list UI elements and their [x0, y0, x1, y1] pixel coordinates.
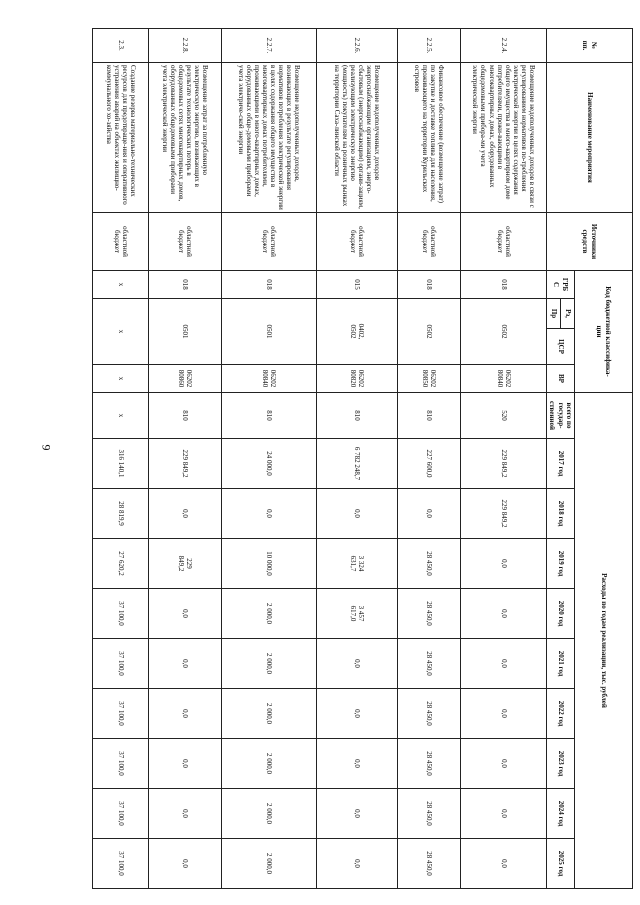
row-year-value: 0,0: [397, 489, 460, 539]
row-year-value: 28 450,0: [397, 739, 460, 789]
row-year-value: 0,0: [149, 839, 221, 889]
row-grbs: 015: [316, 271, 397, 299]
row-year-value: 28 450,0: [397, 639, 460, 689]
row-year-value: 2 000,0: [221, 589, 316, 639]
row-source: областной бюджет: [93, 213, 150, 271]
row-source: областной бюджет: [316, 213, 397, 271]
header-year: 2021 год: [547, 639, 575, 689]
header-total: всего по государ- ственной: [547, 393, 575, 439]
row-year-value: 2 000,0: [221, 689, 316, 739]
header-year: 2022 год: [547, 689, 575, 739]
row-source: областной бюджет: [397, 213, 460, 271]
row-name: Создание резерва материально-технических ресурсов для предотвраще-ния и оперативного устранения аварий на объектах жилищно-коммунального хо-зяйства: [93, 63, 150, 213]
row-year-value: 0,0: [316, 789, 397, 839]
row-grbs: x: [93, 271, 150, 299]
header-year: 2025 год: [547, 839, 575, 889]
row-grbs: 018: [397, 271, 460, 299]
row-year-value: 0,0: [316, 489, 397, 539]
row-vr: 810: [316, 393, 397, 439]
row-vr: 520: [461, 393, 547, 439]
table-row: [397, 29, 460, 889]
row-rzpr: 0501: [221, 299, 316, 365]
row-total: 24 000,0: [221, 439, 316, 489]
row-total: 6 782 248,7: [316, 439, 397, 489]
header-rz: Рз,: [561, 299, 575, 329]
row-year-value: 0,0: [149, 789, 221, 839]
row-year-value: 28 450,0: [397, 689, 460, 739]
row-year-value: 0,0: [461, 739, 547, 789]
row-rzpr: 0502: [397, 299, 460, 365]
row-total: 229 849,2: [149, 439, 221, 489]
table-wrapper: [92, 28, 633, 888]
row-year-value: 2 000,0: [221, 739, 316, 789]
row-year-value: 37 100,0: [93, 589, 150, 639]
row-year-value: 0,0: [461, 589, 547, 639]
header-expenses: Расходы по годам реализации, тыс. рублей: [575, 393, 633, 889]
row-year-value: 0,0: [316, 839, 397, 889]
row-year-value: 0,0: [149, 589, 221, 639]
header-no: № пп.: [547, 29, 633, 63]
header-budget-code: Код бюджетной классифика- ции: [575, 271, 633, 393]
header-source: Источники средств: [547, 213, 633, 271]
row-total: 227 600,0: [397, 439, 460, 489]
table-row: [149, 29, 221, 889]
row-year-value: 2 000,0: [221, 789, 316, 839]
row-csr: 06202 80850: [397, 365, 460, 393]
header-year: 2018 год: [547, 489, 575, 539]
row-number: 2.2.5.: [397, 29, 460, 63]
row-year-value: 27 620,2: [93, 539, 150, 589]
row-number: 2.2.8.: [149, 29, 221, 63]
row-year-value: 0,0: [461, 689, 547, 739]
row-year-value: 0,0: [316, 739, 397, 789]
row-year-value: 37 100,0: [93, 639, 150, 689]
row-year-value: 229 849,2: [461, 489, 547, 539]
row-year-value: 0,0: [461, 639, 547, 689]
row-year-value: 28 450,0: [397, 839, 460, 889]
row-name: Возмещение затрат за потребленную электрическую энергию, возникающих в результате технологических потерь в общедомовых сетях многоквартирных домов, оборудованных общедомовыми приборами учета электрической энергии: [149, 63, 221, 213]
header-year: 2019 год: [547, 539, 575, 589]
table-body: [93, 29, 547, 889]
row-year-value: 3 324 631,7: [316, 539, 397, 589]
row-csr: 06202 80840: [221, 365, 316, 393]
page-number: 9: [39, 444, 54, 451]
header-grbs: ГРБ С: [547, 271, 575, 299]
row-year-value: 0,0: [149, 639, 221, 689]
row-grbs: 018: [461, 271, 547, 299]
row-year-value: 37 100,0: [93, 839, 150, 889]
row-csr: 06202 80820: [316, 365, 397, 393]
table-row: [461, 29, 547, 889]
table-row: [316, 29, 397, 889]
row-source: областной бюджет: [221, 213, 316, 271]
row-year-value: 2 000,0: [221, 639, 316, 689]
row-grbs: 018: [149, 271, 221, 299]
header-year: 2017 год: [547, 439, 575, 489]
header-year: 2020 год: [547, 589, 575, 639]
row-year-value: 28 819,9: [93, 489, 150, 539]
row-rzpr: 0501: [149, 299, 221, 365]
row-source: областной бюджет: [149, 213, 221, 271]
row-year-value: 2 000,0: [221, 839, 316, 889]
row-year-value: 37 100,0: [93, 789, 150, 839]
header-csr: ЦСР: [547, 329, 575, 365]
row-vr: 810: [397, 393, 460, 439]
row-year-value: 0,0: [316, 639, 397, 689]
row-year-value: 0,0: [461, 789, 547, 839]
row-rzpr: x: [93, 299, 150, 365]
row-vr: x: [93, 393, 150, 439]
row-year-value: 0,0: [461, 839, 547, 889]
row-csr: 06202 80840: [461, 365, 547, 393]
header-vr: ВР: [547, 365, 575, 393]
row-year-value: 0,0: [149, 739, 221, 789]
row-number: 2.2.6.: [316, 29, 397, 63]
row-name: Финансовое обеспечение (возмещение затрат) по закупке и доставке топлива для населения, проживающего на территории Курильских островов: [397, 63, 460, 213]
row-number: 2.2.4.: [461, 29, 547, 63]
row-number: 2.2.7.: [221, 29, 316, 63]
row-year-value: 28 450,0: [397, 589, 460, 639]
row-year-value: 10 000,0: [221, 539, 316, 589]
row-total: 229 849,2: [461, 439, 547, 489]
header-year: 2023 год: [547, 739, 575, 789]
row-source: областной бюджет: [461, 213, 547, 271]
row-year-value: 3 457 617,0: [316, 589, 397, 639]
row-total: 316 140,1: [93, 439, 150, 489]
row-year-value: 0,0: [221, 489, 316, 539]
row-year-value: 229 849,2: [149, 539, 221, 589]
table-row: [93, 29, 150, 889]
table-row: [221, 29, 316, 889]
row-year-value: 37 100,0: [93, 689, 150, 739]
row-rzpr: 0502: [461, 299, 547, 365]
row-vr: 810: [221, 393, 316, 439]
header-name: Наименование мероприятия: [547, 63, 633, 213]
row-rzpr: 0402, 0502: [316, 299, 397, 365]
row-year-value: 0,0: [149, 489, 221, 539]
row-year-value: 28 450,0: [397, 789, 460, 839]
row-csr: x: [93, 365, 150, 393]
row-year-value: 0,0: [316, 689, 397, 739]
row-name: Возмещение недополученных доходов энергоснабжающим организациям, энерго-сбытовым (энергоснабжающим) органи-зациям, реализующим электрическую энергию (мощность) покупателям на розничных рынках на территории Саха-линской области: [316, 63, 397, 213]
row-csr: 06202 80860: [149, 365, 221, 393]
row-year-value: 37 100,0: [93, 739, 150, 789]
row-year-value: 0,0: [149, 689, 221, 739]
row-grbs: 018: [221, 271, 316, 299]
header-pr: Пр: [547, 299, 561, 329]
row-name: Возмещение недополученных доходов, возникающих в результате регулирования нормативов потребления электрической энергии в целях содержания общего имущества в многоквартирных домах потребителями, проживающими в много-квартирных домах, оборудованных обще-домовыми приборами учета электриче-ской энергии: [221, 63, 316, 213]
expenses-table: [92, 28, 633, 889]
row-number: 2.3.: [93, 29, 150, 63]
row-year-value: 28 450,0: [397, 539, 460, 589]
row-year-value: 0,0: [461, 539, 547, 589]
header-year: 2024 год: [547, 789, 575, 839]
row-vr: 810: [149, 393, 221, 439]
rotated-table-area: [92, 28, 633, 888]
row-name: Возмещение недополученных доходов в связи с регулированием нормативов по-требления электрической энергии в целях содержания общего имущества в много-квартирном доме потребителями, прожи-вающими в многоквартирных домах, оборудованных общедомовыми прибора-ми учета электрической энергии: [461, 63, 547, 213]
